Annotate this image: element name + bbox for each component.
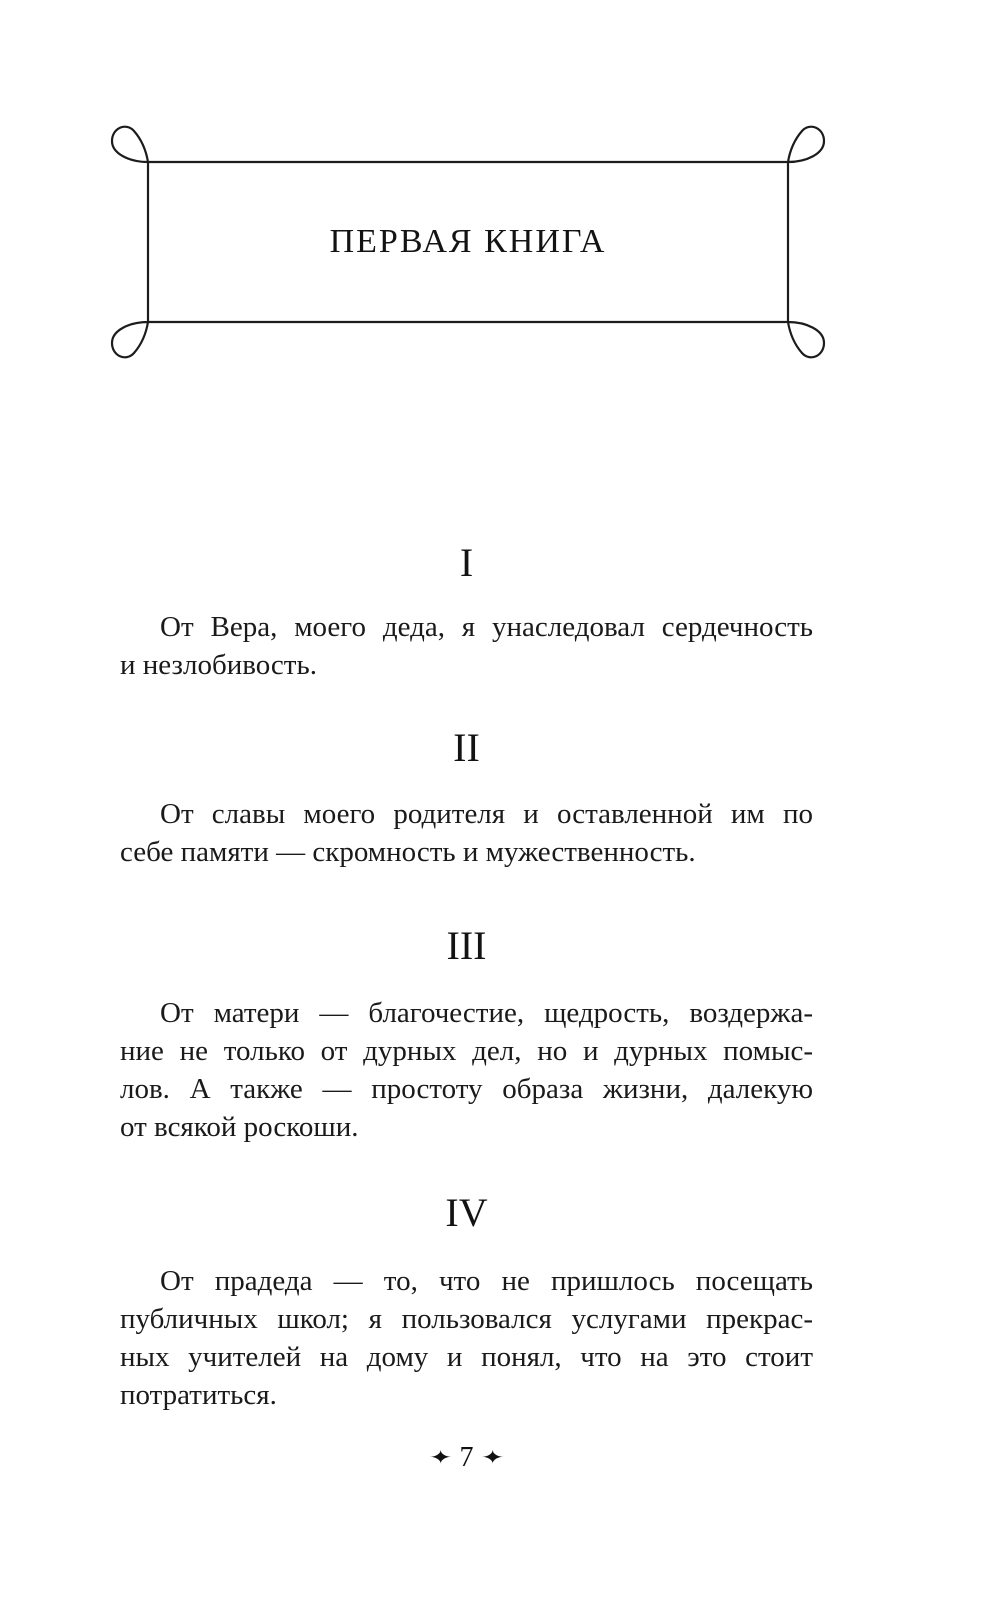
section-2-numeral: II	[453, 725, 480, 770]
text-line: ных учителей на дому и понял, что на это стоит	[120, 1341, 813, 1373]
text-line: лов. А также — простоту образа жизни, далекую	[120, 1073, 813, 1105]
frame-loop-top-left	[112, 127, 148, 162]
text-line: От славы моего родителя и оставленной им по	[160, 798, 813, 830]
section-4-numeral: IV	[445, 1190, 488, 1235]
frame-loop-top-right	[788, 127, 824, 162]
chapter-title-box	[148, 162, 788, 322]
section-1-paragraph	[120, 608, 813, 684]
text-line: От матери — благочестие, щедрость, воздержа-	[160, 997, 813, 1029]
section-3-paragraph	[120, 994, 813, 1146]
text-line: От Вера, моего деда, я унаследовал сердечность	[160, 611, 813, 643]
frame-loop-bottom-left	[112, 322, 148, 357]
text-line: От прадеда — то, что не пришлось посещать	[160, 1265, 813, 1297]
section-1-numeral: I	[459, 540, 474, 585]
chapter-title: ПЕРВАЯ КНИГА	[329, 223, 607, 260]
page-number: 7	[459, 1442, 474, 1473]
text-line: ние не только от дурных дел, но и дурных помыс-	[120, 1035, 813, 1067]
text-line: потратиться.	[120, 1379, 277, 1411]
section-4-paragraph	[120, 1262, 813, 1414]
text-line: и незлобивость.	[120, 649, 317, 681]
text-line: от всякой роскоши.	[120, 1111, 359, 1143]
page-footer	[120, 1442, 813, 1474]
section-2-paragraph	[120, 795, 813, 871]
diamond-ornament-right-icon: ✦	[480, 1447, 505, 1468]
text-line: себе памяти — скромность и мужественность.	[120, 836, 696, 868]
section-3-numeral: III	[446, 923, 487, 968]
diamond-ornament-left-icon: ✦	[428, 1447, 453, 1468]
text-line: публичных школ; я пользовался услугами прекрас-	[120, 1303, 813, 1335]
frame-loop-bottom-right	[788, 322, 824, 357]
